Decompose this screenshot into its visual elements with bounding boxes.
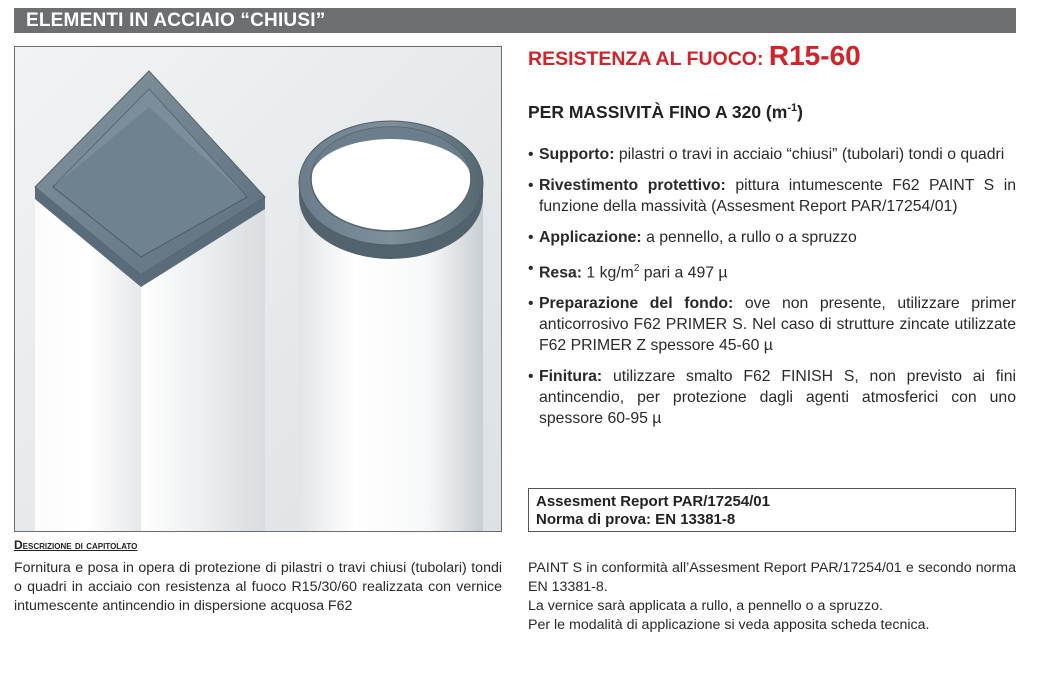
list-item [528,293,1016,356]
list-item [528,175,1016,217]
feature-label: Preparazione del fondo: [539,295,734,313]
list-item [528,366,1016,429]
feature-text: a pennello, a rullo o a spruzzo [641,229,857,246]
bullet-icon: • [528,146,534,163]
list-item [528,227,1016,248]
feature-text: pittura intumescente F62 PAINT S in funzione della massività (Assesment Report PAR/17254/01) [539,177,1016,215]
feature-text: utilizzare smalto F62 FINISH S, non previsto ai fini antincendio, per protezione dagli agenti atmosferici con uno spessore 60-95 µ [539,368,1016,428]
specification-text-left: Fornitura e posa in opera di protezione di pilastri o travi chiusi (tubolari) tondi o quadri in acciaio con resistenza al fuoco R15/30/60 realizzata con vernice intumescente antincendio in dispersione acquosa F62 [14,560,502,614]
report-box [528,488,1016,532]
specification-paragraph: La vernice sarà applicata a rullo, a pennello o a spruzzo. [528,598,883,614]
massivity-exponent: -1 [787,102,798,115]
feature-superscript: 2 [633,263,640,274]
feature-label: Applicazione: [539,229,642,246]
round-tube [299,121,483,531]
feature-label: Resa: [539,264,583,282]
specification-heading: Descrizione di capitolato [14,538,138,552]
bullet-icon: • [528,295,534,313]
massivity-heading [528,102,803,123]
fire-resistance-title [528,40,861,80]
feature-label: Supporto: [539,146,615,163]
fire-resistance-label: RESISTENZA AL FUOCO: [528,48,769,70]
report-line: Assesment Report PAR/17254/01 [536,493,770,510]
fire-resistance-value: R15-60 [768,40,861,71]
bullet-icon: • [528,229,534,246]
feature-text: ove non presente, utilizzare primer anticorrosivo F62 PRIMER S. Nel caso di strutture zincate utilizzate F62 PRIMER Z spessore 45-60 µ [539,295,1016,355]
bullet-icon: • [528,177,534,194]
specification-paragraph: PAINT S in conformità all’Assesment Report PAR/17254/01 e secondo norma EN 13381-8. [528,560,1016,595]
feature-text: 1 kg/m [582,264,634,282]
list-item [528,258,1016,283]
steel-elements-illustration [14,46,502,532]
standard-line: Norma di prova: EN 13381-8 [536,511,736,528]
feature-text: pilastri o travi in acciaio “chiusi” (tubolari) tondi o quadri [614,146,1005,163]
feature-list [528,144,1016,439]
massivity-text: PER MASSIVITÀ FINO A 320 (m [528,102,788,122]
bullet-icon: • [528,368,534,386]
specification-paragraph: Per le modalità di applicazione si veda apposita scheda tecnica. [528,617,930,633]
feature-label: Finitura: [539,368,603,386]
section-header [14,8,1016,33]
feature-text-after: pari a 497 µ [639,264,728,282]
feature-label: Rivestimento protettivo: [539,177,726,194]
bullet-icon: • [528,260,534,277]
tubular-sections-drawing [15,47,501,531]
list-item [528,144,1016,165]
section-title: ELEMENTI IN ACCIAIO “CHIUSI” [26,10,326,31]
specification-text-right [528,559,1016,635]
massivity-close: ) [797,102,803,122]
